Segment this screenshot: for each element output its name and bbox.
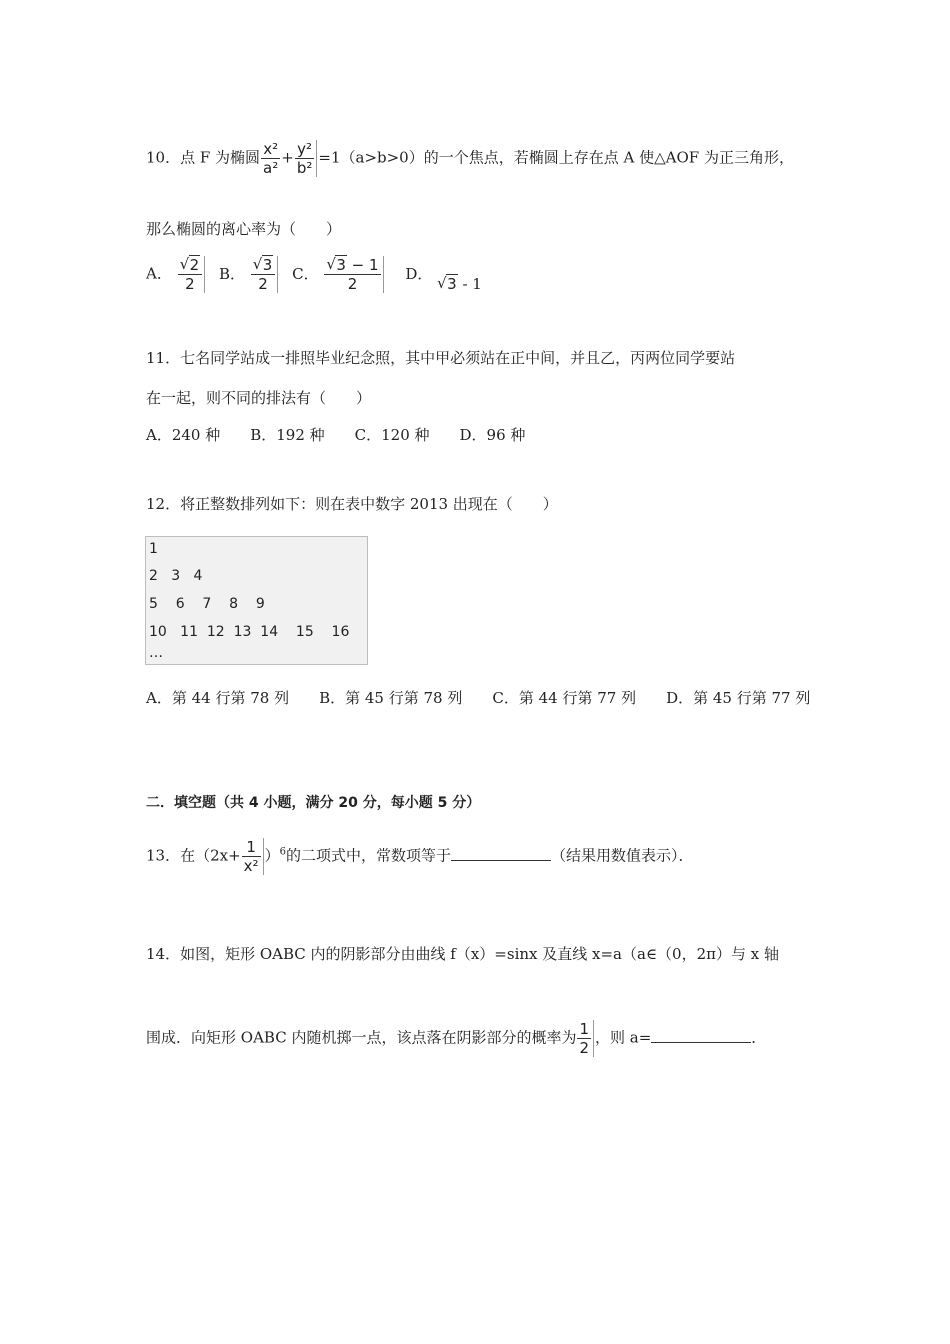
q10-opt-b-fraction: √ 3 2: [251, 256, 279, 293]
table-row-2: 2 3 4: [149, 568, 203, 584]
table-row-ellipsis: …: [149, 645, 163, 661]
q13-exponent: 6: [279, 846, 286, 858]
q10-opt-d-sqrt: √ 3: [437, 273, 457, 293]
q10-opt-a-fraction: √ 2 2: [178, 256, 206, 293]
q10-opt-c-label: C．: [292, 264, 319, 283]
q12-line1: 12．将正整数排列如下：则在表中数字 2013 出现在（ ）: [146, 495, 558, 513]
q10-frac1-den: a²: [263, 159, 279, 177]
table-row-4: 10 11 12 13 14 15 16: [149, 624, 350, 640]
q13-answer-blank[interactable]: [451, 846, 551, 861]
q14-mid: ，则 a=: [595, 1028, 652, 1047]
table-row-1: 1: [149, 541, 158, 557]
q10-opt-b-sqrt: √ 3: [252, 255, 273, 274]
q14-fraction: $\frac{1}{2}$: [577, 1020, 594, 1057]
q11-options: A．240 种 B．192 种 C．120 种 D．96 种: [146, 426, 526, 444]
q11-line2: 在一起，则不同的排法有（ ）: [146, 389, 372, 407]
q10-opt-c-sqrt: √ 3: [326, 255, 346, 274]
q10-opt-c-fraction: √ 3 − 1 2: [324, 256, 383, 293]
q10-opt-d-label: D．: [405, 264, 433, 283]
q14-line1: 14．如图，矩形 OABC 内的阴影部分由曲线 f（x）=sinx 及直线 x=a（a∈（0，2π）与 x 轴: [146, 945, 779, 963]
q13-after: ）: [264, 846, 280, 865]
q10-plus: +: [281, 148, 294, 167]
q10-opt-b-label: B．: [218, 264, 245, 283]
q10-line1: [146, 140, 794, 177]
q12-options: A．第 44 行第 78 列 B．第 45 行第 78 列 C．第 44 行第 77 列 D．第 45 行第 77 列: [146, 689, 811, 707]
q10-options: [146, 256, 482, 294]
q14-answer-blank[interactable]: [651, 1028, 751, 1043]
number-triangle-table: [145, 536, 368, 665]
q14-line2: [146, 1020, 766, 1057]
table-row-3: 5 6 7 8 9: [149, 596, 265, 612]
q14-prefix: 围成．向矩形 OABC 内随机掷一点，该点落在阴影部分的概率为: [146, 1028, 577, 1047]
q14-end: ．: [751, 1028, 767, 1047]
q11-line1: 11．七名同学站成一排照毕业纪念照，其中甲必须站在正中间，并且乙，丙两位同学要站: [146, 349, 736, 367]
section-title-fill-in: 二．填空题（共 4 小题，满分 20 分，每小题 5 分）: [146, 795, 481, 811]
q10-opt-a-sqrt: √ 2: [179, 255, 200, 274]
q10-frac2-den: b²: [296, 159, 313, 177]
q10-fraction-x: [261, 140, 280, 177]
q10-opt-d-value: √ 3 - 1: [437, 273, 482, 293]
q13-suffix: 的二项式中，常数项等于: [285, 846, 451, 865]
q10-frac2-num: y²: [295, 140, 315, 159]
q10-opt-a-label: A．: [146, 264, 172, 283]
q10-frac1-num: x²: [261, 140, 280, 159]
q13-line: [146, 838, 693, 875]
q10-line2: 那么椭圆的离心率为（ ）: [146, 220, 342, 238]
q13-fraction: $\frac{1}{\text{x²}}$: [242, 838, 264, 875]
q13-prefix: 13．在（2x+: [146, 846, 241, 865]
q10-equation-tail: =1（a>b>0）的一个焦点，若椭圆上存在点 A 使△AOF 为正三角形，: [318, 148, 794, 167]
q10-fraction-y: [295, 140, 318, 177]
q10-prefix: 10．点 F 为椭圆: [146, 148, 261, 167]
q13-tail: （结果用数值表示）．: [550, 846, 694, 865]
